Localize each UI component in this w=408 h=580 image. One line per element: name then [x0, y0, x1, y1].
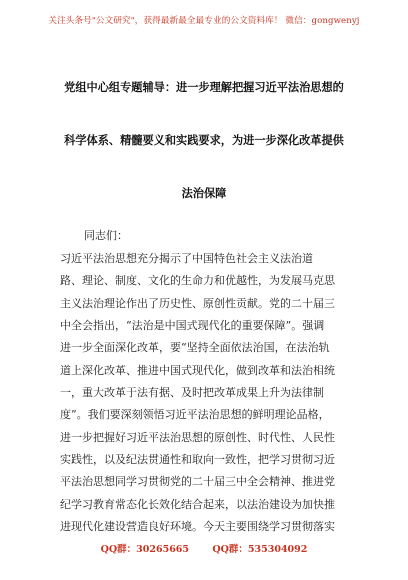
footer-qq-group-2: QQ群：535304092 — [212, 544, 308, 555]
title-line-2: 科学体系、精髓要义和实践要求，为进一步深化改革提供 — [64, 134, 344, 147]
footer — [0, 541, 408, 555]
body-paragraph: 习近平法治思想充分揭示了中国特色社会主义法治道 路、理论、制度、文化的生命力和优越性，为发展马克思 主义法治理论作出了历史性、原创性贡献。党的二十届三 中全会指出，“法治是中国式现代化的重要保障”。强调 进一步全面深化改革，要“坚持全面依法治国，在法治轨 道上深化改革、推进中国式现代化，做到改革和法治相统 一，重大改革于法有据、及时把改革成果上升为法律制 度”。我们要深刻领悟习近平法治思想的鲜明理论品格， 进一步把握好习近平法治思想的原创性、时代性、人民性 实践性，以及纪法贯通性和取向一致性，把学习贯彻习近 平法治思想同学习贯彻党的二十届三中全会精神、推进党 纪学习教育常态化长效化结合起来，以法治建设为加快推 进现代化建设营造良好环境。今天主要围绕学习贯彻落实 — [60, 252, 335, 534]
salutation: 同志们： — [84, 229, 128, 242]
title-line-3: 法治保障 — [181, 187, 227, 200]
header-note: 关注头条号"公文研究"，获得最新最全最专业的公文资料库！ 微信：gongwenyj — [48, 16, 360, 26]
footer-qq-group-1: QQ群：30265665 — [100, 544, 190, 555]
title-line-1: 党组中心组专题辅导：进一步理解把握习近平法治思想的 — [64, 81, 344, 94]
